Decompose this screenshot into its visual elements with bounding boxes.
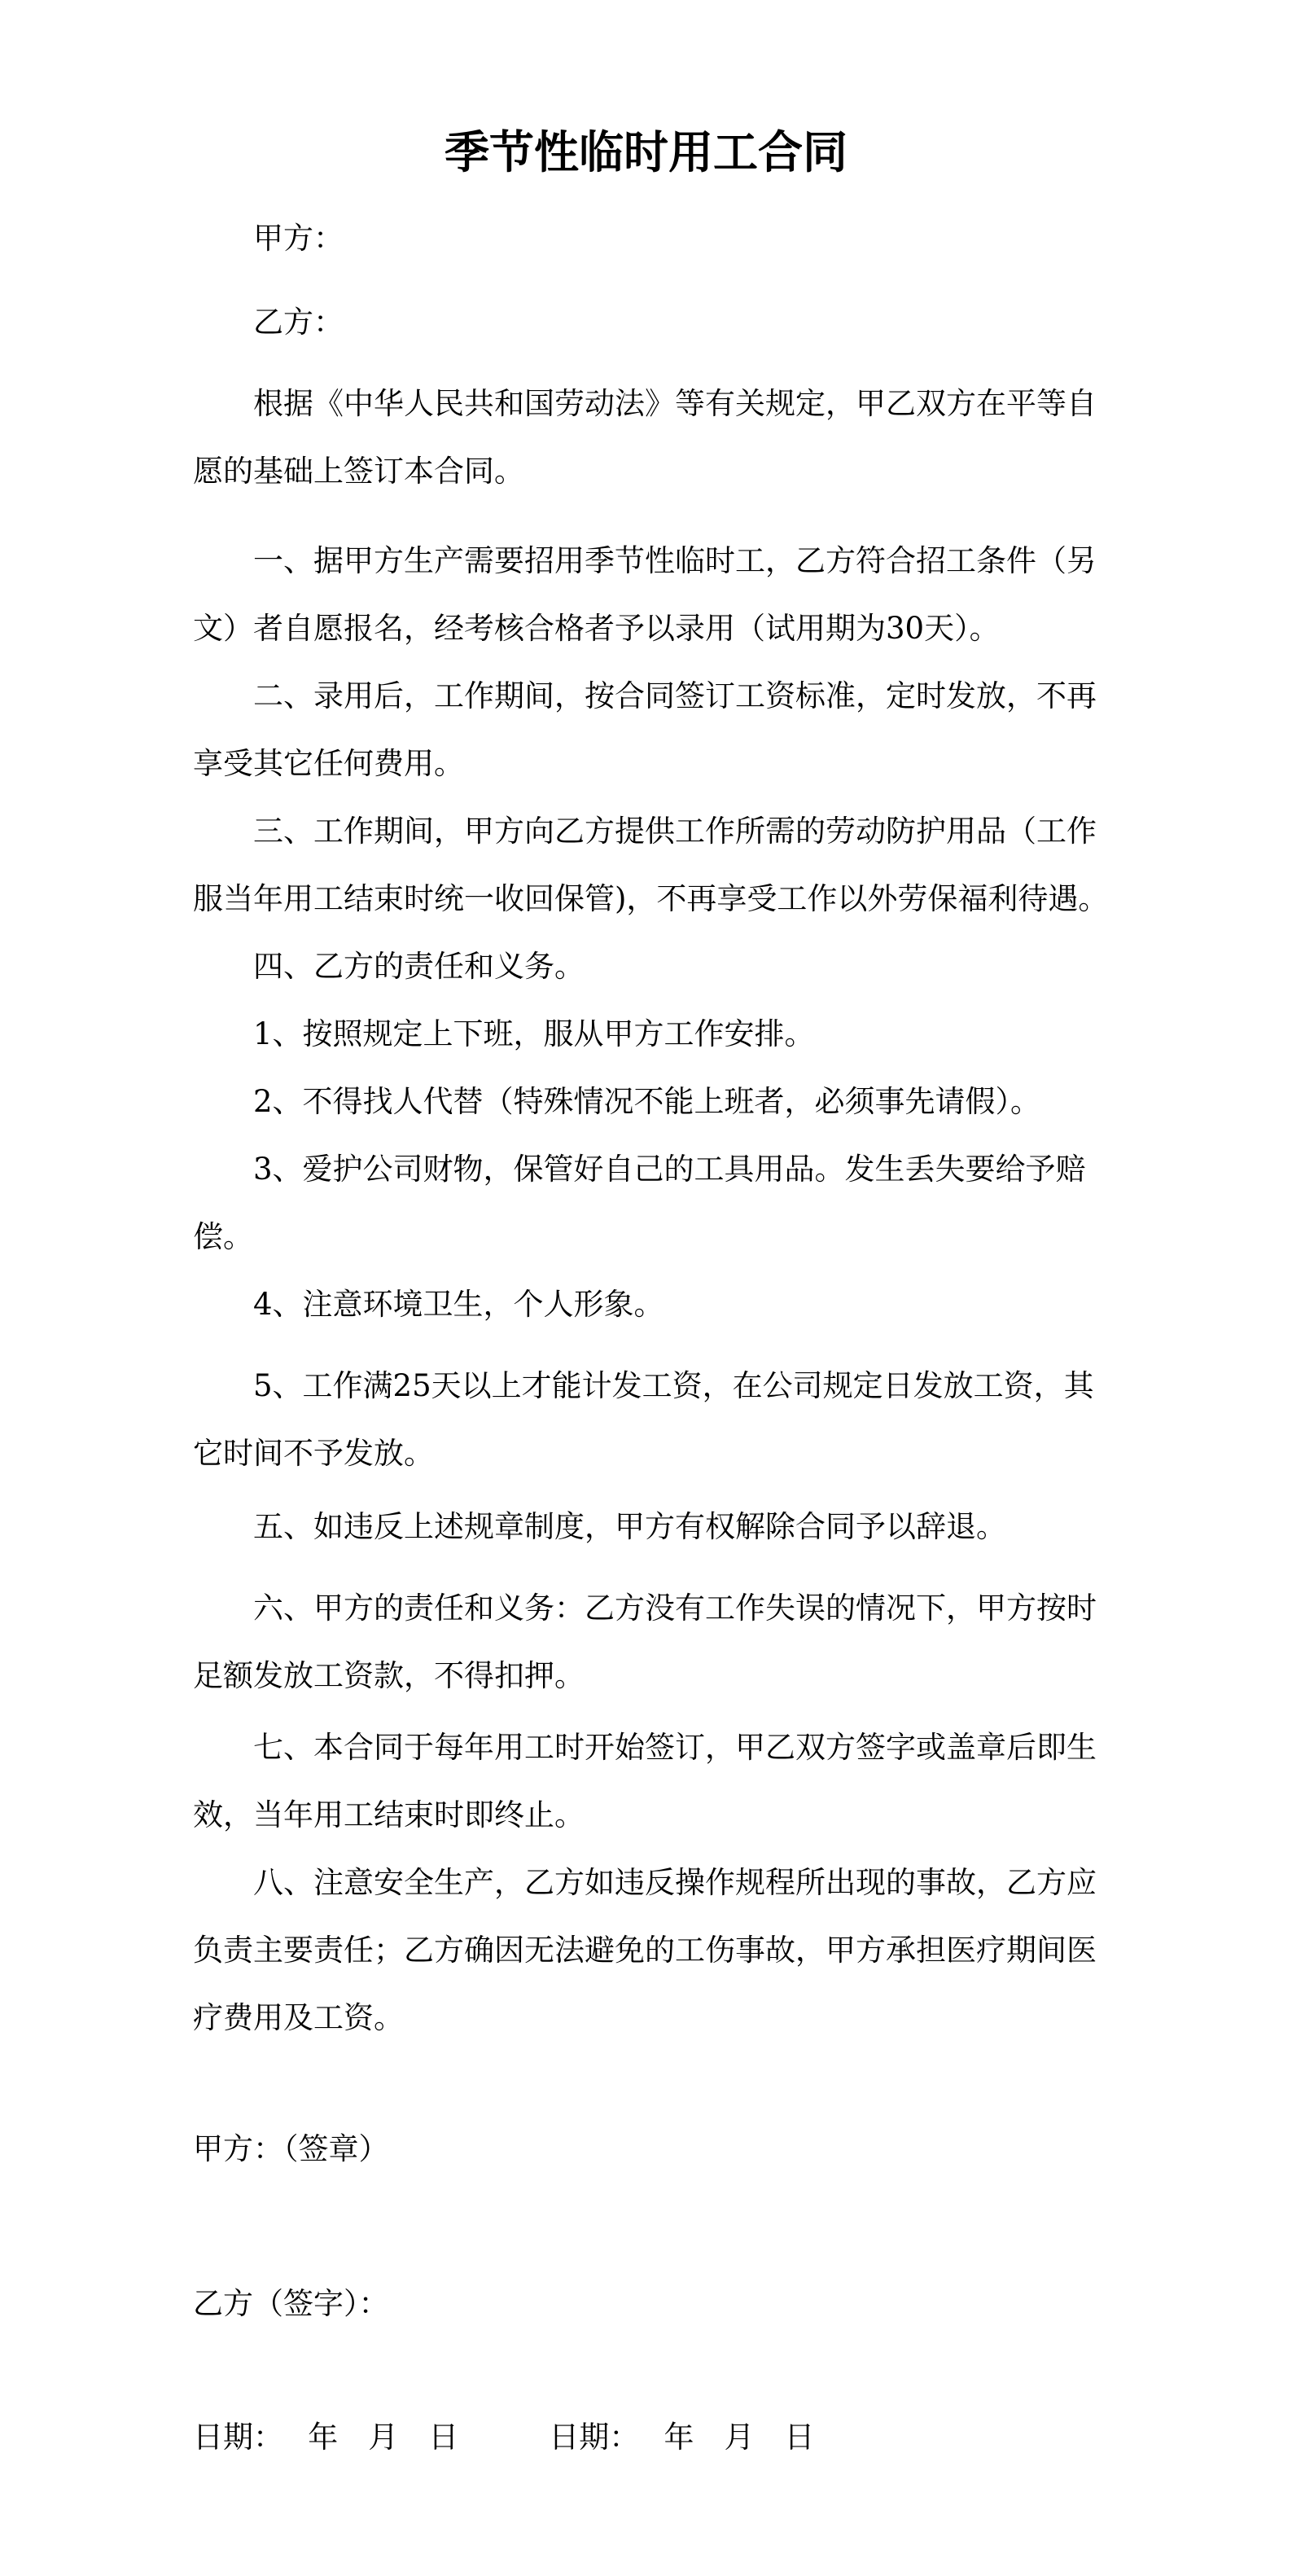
text-line: 负责主要责任；乙方确因无法避免的工伤事故，甲方承担医疗期间医 [193,1933,1097,1968]
clause-1 [0,540,1292,675]
party-b-line: 乙方： [253,305,344,340]
date-line: 日期： 年 月 日 日期： 年 月 日 [193,2420,815,2455]
clause-4-item-3 [0,1148,1292,1284]
text-line: 文）者自愿报名，经考核合格者予以录用（试用期为30天）。 [193,611,1000,646]
text-line: 三、工作期间，甲方向乙方提供工作所需的劳动防护用品（工作 [253,814,1097,849]
party-a-signature-line: 甲方：（签章） [193,2131,389,2166]
text-line: 五、如违反上述规章制度，甲方有权解除合同予以辞退。 [253,1509,1006,1544]
clause-8 [0,1862,1292,2065]
clause-5 [0,1506,1292,1573]
text-line: 3、爱护公司财物，保管好自己的工具用品。发生丢失要给予赔 [253,1152,1086,1187]
clause-4 [0,946,1292,1013]
text-line: 八、注意安全生产，乙方如违反操作规程所出现的事故，乙方应 [253,1865,1097,1900]
text-line: 4、注意环境卫生，个人形象。 [253,1287,664,1322]
clause-4-item-2 [0,1081,1292,1148]
page-title: 季节性临时用工合同 [444,125,847,178]
text-line: 2、不得找人代替（特殊情况不能上班者，必须事先请假）。 [253,1084,1041,1119]
text-line: 四、乙方的责任和义务。 [253,949,585,984]
clause-2 [0,675,1292,810]
text-line: 偿。 [193,1219,253,1254]
party-a-line: 甲方： [253,221,344,256]
clause-4-item-4 [0,1284,1292,1351]
text-line: 服当年用工结束时统一收回保管)，不再享受工作以外劳保福利待遇。 [193,881,1109,916]
text-line: 它时间不予发放。 [193,1436,434,1471]
party-b-signature-line: 乙方（签字）： [193,2286,389,2321]
text-line: 六、甲方的责任和义务：乙方没有工作失误的情况下，甲方按时 [253,1591,1097,1626]
text-line: 根据《中华人民共和国劳动法》等有关规定，甲乙双方在平等自 [253,386,1097,421]
clause-4-item-5 [0,1365,1292,1500]
preamble [0,383,1292,518]
clause-3 [0,810,1292,946]
text-line: 5、工作满25天以上才能计发工资，在公司规定日发放工资，其 [253,1368,1094,1403]
text-line: 愿的基础上签订本合同。 [193,454,524,489]
clause-6 [0,1587,1292,1722]
text-line: 一、据甲方生产需要招用季节性临时工，乙方符合招工条件（另 [253,543,1097,578]
text-line: 疗费用及工资。 [193,2000,404,2035]
text-line: 足额发放工资款，不得扣押。 [193,1658,585,1693]
text-line: 享受其它任何费用。 [193,746,464,781]
clause-7 [0,1727,1292,1862]
clause-4-item-1 [0,1013,1292,1081]
text-line: 效，当年用工结束时即终止。 [193,1797,585,1832]
text-line: 七、本合同于每年用工时开始签订，甲乙双方签字或盖章后即生 [253,1730,1097,1765]
text-line: 1、按照规定上下班，服从甲方工作安排。 [253,1016,815,1051]
text-line: 二、录用后，工作期间，按合同签订工资标准，定时发放，不再 [253,678,1097,713]
